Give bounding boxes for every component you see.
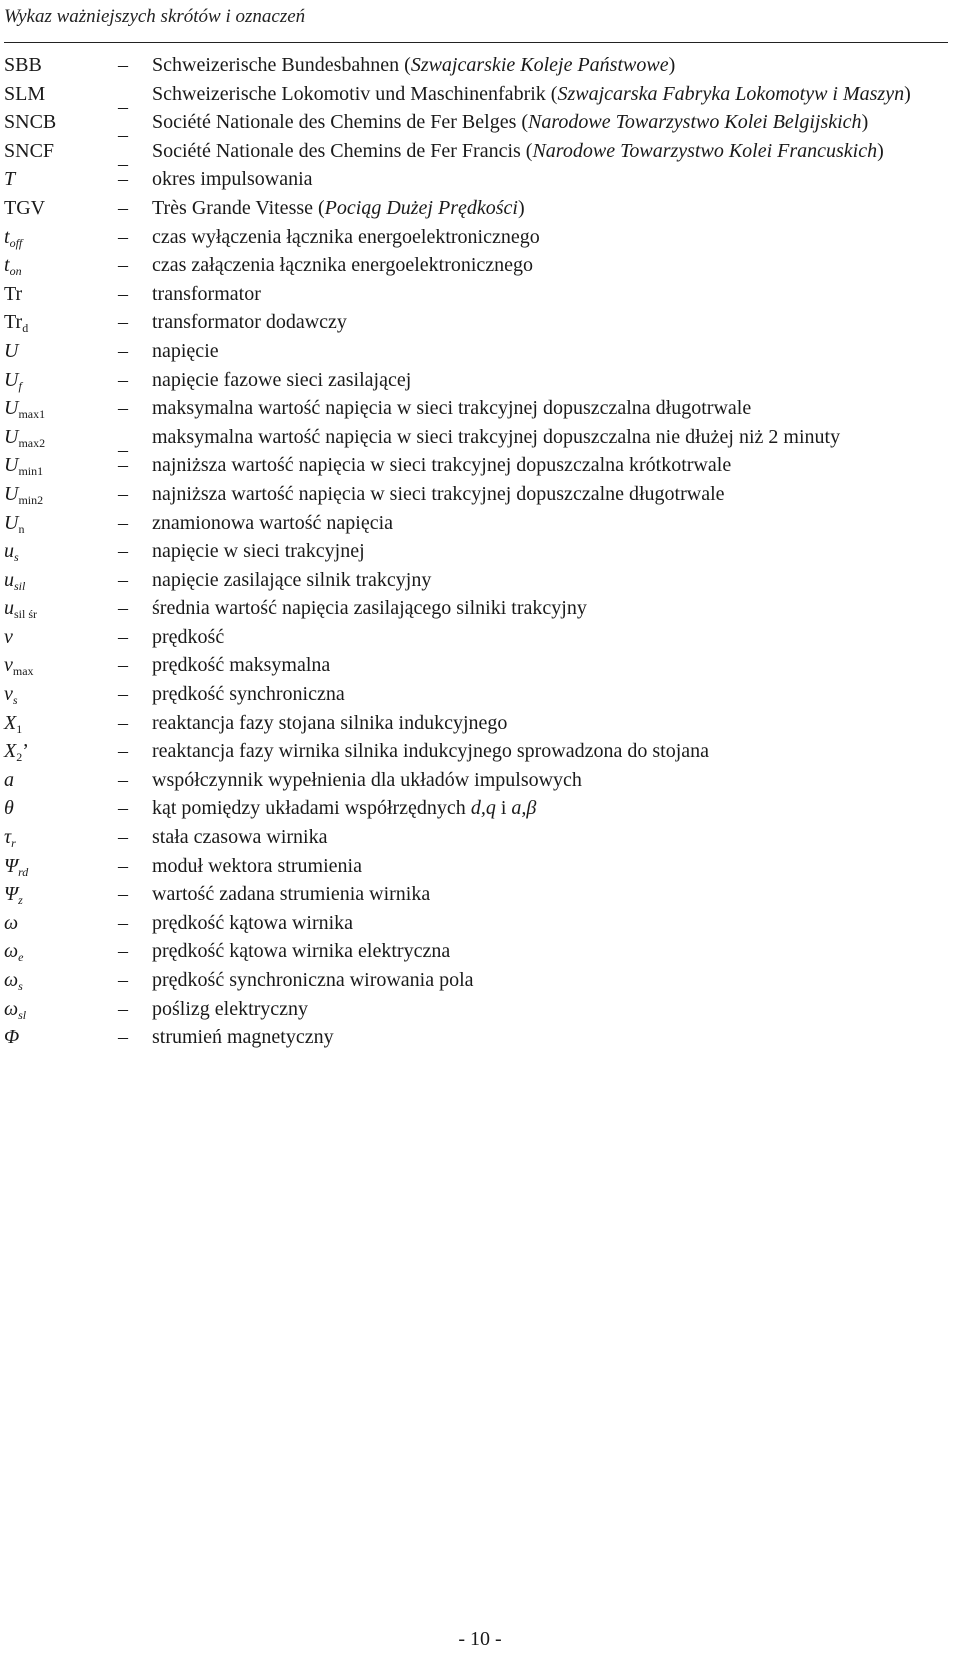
list-item — [0, 195, 960, 224]
dash-separator: – — [118, 454, 128, 477]
dash-separator: – — [118, 152, 128, 175]
symbol: T — [4, 168, 16, 191]
symbol: $U_{max1}$ — [4, 397, 46, 422]
symbol: U — [4, 339, 19, 362]
symbol: $\Psi_{rd}$ — [4, 854, 29, 879]
symbol: $t_{off}$ — [4, 225, 23, 250]
symbol: $\omega_e$ — [4, 940, 24, 965]
list-item — [0, 881, 960, 910]
list-item — [0, 767, 960, 796]
description: prędkość kątowa wirnika — [152, 911, 354, 934]
list-item — [0, 281, 960, 310]
description: maksymalna wartość napięcia w sieci trakcyjnej dopuszczalna nie dłużej niż 2 minuty — [152, 425, 841, 448]
list-item — [0, 81, 960, 118]
list-item — [0, 996, 960, 1025]
description: reaktancja fazy wirnika silnika indukcyjnego sprowadzona do stojana — [152, 740, 710, 763]
symbol: $U_{min1}$ — [4, 454, 44, 479]
symbol: $X_1$ — [4, 711, 23, 736]
description: prędkość kątowa wirnika elektryczna — [152, 940, 451, 963]
symbol: $U_{max2}$ — [4, 425, 46, 450]
dash-separator: – — [118, 282, 128, 305]
description: wartość zadana strumienia wirnika — [152, 883, 431, 906]
symbol: $v_s$ — [4, 683, 18, 708]
symbol: SNCB — [4, 111, 57, 134]
dash-separator: – — [118, 311, 128, 334]
dash-separator: – — [118, 969, 128, 991]
dash-separator: – — [118, 438, 128, 461]
description: transformator — [152, 282, 261, 305]
dash-separator: – — [118, 597, 128, 620]
dash-separator: – — [118, 940, 128, 963]
list-item — [0, 109, 960, 147]
symbol: $\Psi_z$ — [4, 883, 23, 908]
description: prędkość — [152, 625, 225, 648]
description: napięcie fazowe sieci zasilającej — [152, 368, 412, 391]
list-item — [0, 452, 960, 481]
dash-separator: – — [118, 826, 128, 849]
page-number: - 10 - — [458, 1628, 502, 1650]
dash-separator: – — [118, 196, 128, 219]
description: maksymalna wartość napięcia w sieci trakcyjnej dopuszczalna długotrwale — [152, 397, 752, 420]
dash-separator: – — [118, 482, 128, 505]
symbol: ω — [4, 911, 19, 934]
dash-separator: – — [118, 124, 128, 147]
symbol: $\omega_s$ — [4, 969, 23, 993]
description: transformator dodawczy — [152, 311, 347, 334]
description: średnia wartość napięcia zasilającego silniki trakcyjny — [152, 597, 587, 620]
dash-separator: – — [118, 540, 128, 563]
list-item — [0, 738, 960, 767]
list-item — [0, 538, 960, 567]
symbol: $U_n$ — [4, 511, 25, 536]
symbol: $\omega_{sl}$ — [4, 997, 27, 1022]
symbol: SNCF — [4, 139, 55, 162]
list-item — [0, 853, 960, 882]
symbol: v — [4, 625, 13, 648]
symbol: $v_{max}$ — [4, 654, 34, 679]
dash-separator: – — [118, 54, 128, 76]
description: czas załączenia łącznika energoelektronicznego — [152, 254, 534, 277]
list-item — [0, 224, 960, 253]
list-item — [0, 424, 960, 461]
list-item — [0, 1024, 960, 1053]
page-header — [4, 2, 948, 43]
description: znamionowa wartość napięcia — [152, 511, 394, 534]
list-item — [0, 252, 960, 281]
description: współczynnik wypełnienia dla układów impulsowych — [152, 768, 582, 791]
list-item — [0, 824, 960, 853]
description: strumień magnetyczny — [152, 1026, 334, 1049]
dash-separator: – — [118, 997, 128, 1020]
list-item — [0, 367, 960, 396]
dash-separator: – — [118, 568, 128, 591]
list-item — [0, 481, 960, 510]
description: prędkość synchroniczna wirowania pola — [152, 969, 474, 991]
dash-separator: – — [118, 797, 128, 820]
description: okres impulsowania — [152, 168, 313, 191]
dash-separator: – — [118, 168, 128, 191]
dash-separator: – — [118, 368, 128, 391]
dash-separator: – — [118, 225, 128, 248]
symbol: $u_{sil}$ — [4, 568, 26, 593]
description: najniższa wartość napięcia w sieci trakcyjnej dopuszczalne długotrwale — [152, 482, 725, 505]
list-item — [0, 595, 960, 624]
description: kąt pomiędzy układami współrzędnych d,q i a,β — [152, 797, 537, 820]
dash-separator: – — [118, 254, 128, 277]
description: reaktancja fazy stojana silnika indukcyjnego — [152, 711, 508, 734]
dash-separator: – — [118, 1026, 128, 1049]
list-item — [0, 938, 960, 967]
symbol: θ — [4, 797, 14, 820]
dash-separator: – — [118, 854, 128, 877]
symbol: $Tr_d$ — [4, 311, 29, 336]
description: stała czasowa wirnika — [152, 826, 328, 849]
dash-separator: – — [118, 683, 128, 706]
list-item — [0, 52, 960, 81]
description: Société Nationale des Chemins de Fer Belges (Narodowe Towarzystwo Kolei Belgijskich) — [152, 111, 869, 134]
dash-separator: – — [118, 95, 128, 118]
list-item — [0, 681, 960, 710]
dash-separator: – — [118, 911, 128, 934]
description: Société Nationale des Chemins de Fer Francis (Narodowe Towarzystwo Kolei Francuskich) — [152, 139, 884, 162]
symbol: $X_2$’ — [4, 740, 29, 765]
description: Schweizerische Bundesbahnen (Szwajcarskie Koleje Państwowe) — [152, 54, 676, 76]
symbol: a — [4, 768, 14, 791]
list-item — [0, 309, 960, 338]
dash-separator: – — [118, 711, 128, 734]
symbol: $U_f$ — [4, 368, 22, 393]
description: napięcie w sieci trakcyjnej — [152, 540, 365, 563]
symbol: Tr — [4, 282, 23, 305]
dash-separator: – — [118, 883, 128, 906]
list-item — [0, 338, 960, 367]
page-title: Wykaz ważniejszych skrótów i oznaczeń — [4, 6, 306, 27]
symbol: TGV — [4, 196, 46, 219]
symbol: $u_s$ — [4, 540, 19, 565]
list-item — [0, 652, 960, 681]
dash-separator: – — [118, 768, 128, 791]
list-item — [0, 567, 960, 596]
list-item — [0, 710, 960, 739]
list-item — [0, 138, 960, 175]
symbol: Φ — [4, 1026, 20, 1049]
list-item — [0, 910, 960, 939]
dash-separator: – — [118, 511, 128, 534]
list-item — [0, 624, 960, 653]
list-item — [0, 795, 960, 824]
description: poślizg elektryczny — [152, 997, 309, 1020]
dash-separator: – — [118, 397, 128, 420]
description: prędkość synchroniczna — [152, 683, 345, 706]
description: czas wyłączenia łącznika energoelektronicznego — [152, 225, 540, 248]
list-item — [0, 967, 960, 996]
symbol: SBB — [4, 54, 42, 76]
list-item — [0, 510, 960, 539]
abbreviation-list — [0, 52, 960, 1053]
dash-separator: – — [118, 339, 128, 362]
description: prędkość maksymalna — [152, 654, 331, 677]
symbol: $U_{min2}$ — [4, 482, 44, 507]
dash-separator: – — [118, 740, 128, 763]
description: Schweizerische Lokomotiv und Maschinenfabrik (Szwajcarska Fabryka Lokomotyw i Maszyn) — [152, 82, 911, 105]
list-item — [0, 395, 960, 424]
description: napięcie — [152, 339, 219, 362]
description: Très Grande Vitesse (Pociąg Dużej Prędkości) — [152, 196, 525, 219]
symbol: $t_{on}$ — [4, 254, 22, 279]
description: napięcie zasilające silnik trakcyjny — [152, 568, 432, 591]
dash-separator: – — [118, 654, 128, 677]
list-item — [0, 166, 960, 195]
description: najniższa wartość napięcia w sieci trakcyjnej dopuszczalna krótkotrwale — [152, 454, 732, 477]
symbol: SLM — [4, 82, 46, 105]
dash-separator: – — [118, 625, 128, 648]
description: moduł wektora strumienia — [152, 854, 362, 877]
symbol: $u_{sil śr}$ — [4, 597, 38, 622]
symbol: $\tau_r$ — [4, 826, 16, 851]
